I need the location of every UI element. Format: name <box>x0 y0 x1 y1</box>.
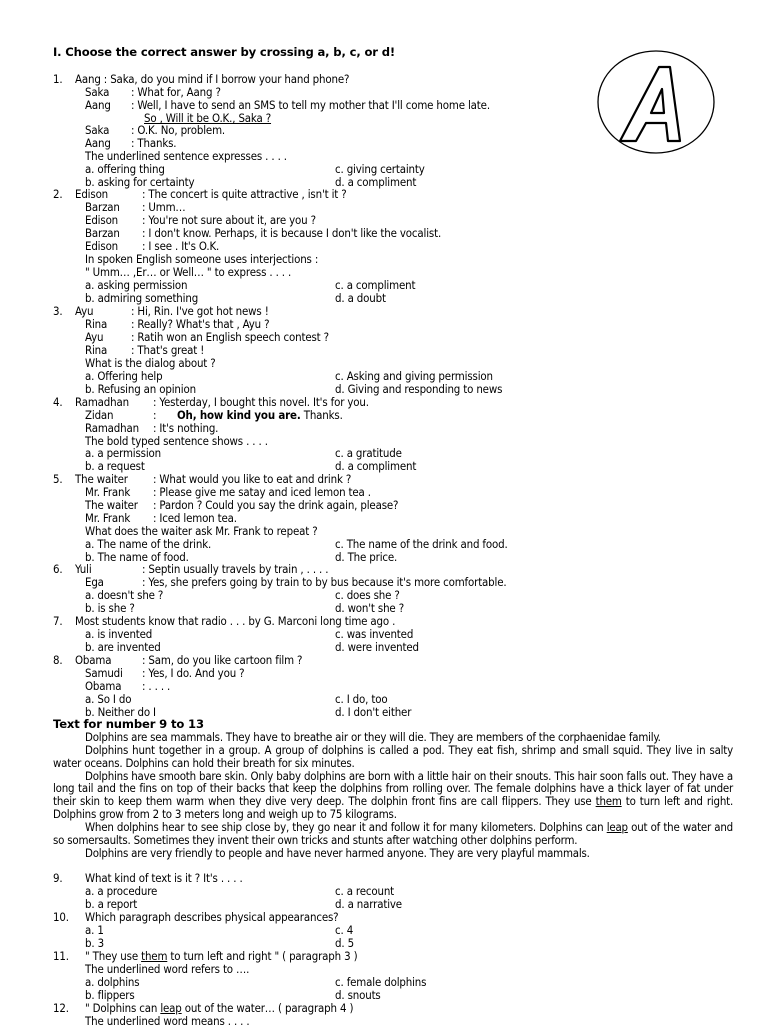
q3-speaker: Rina <box>85 317 108 331</box>
q3-text: : That's great ! <box>131 343 205 357</box>
q5-text: : What would you like to eat and drink ? <box>153 472 352 486</box>
q5-text: : Please give me satay and iced lemon tea . <box>153 485 371 499</box>
q9-option-d[interactable]: d. a narrative <box>335 897 402 911</box>
q4-option-a[interactable]: a. a permission <box>85 446 162 460</box>
q6-option-b[interactable]: b. is she ? <box>85 601 135 615</box>
q11-quote: " They use <box>85 949 142 963</box>
q2-prompt: " Umm… ,Er… or Well… " to express . . . . <box>85 265 292 279</box>
q2-option-d[interactable]: d. a doubt <box>335 291 386 305</box>
q2-speaker: Edison <box>85 213 119 227</box>
q3-option-b[interactable]: b. Refusing an opinion <box>85 382 196 396</box>
q4-speaker: Ramadhan <box>85 421 139 435</box>
q3-option-c[interactable]: c. Asking and giving permission <box>335 369 493 383</box>
section-heading: I. Choose the correct answer by crossing a, b, c, or d! <box>53 45 396 59</box>
q4-text <box>177 409 343 422</box>
q5-speaker: The waiter <box>75 472 128 486</box>
q7-number: 7. <box>53 614 63 628</box>
q8-option-d[interactable]: d. I don't either <box>335 705 412 719</box>
q1-text: : Well, I have to send an SMS to tell my mother that I'll come home late. <box>131 98 490 112</box>
q6-option-a[interactable]: a. doesn't she ? <box>85 588 164 602</box>
reading-title: Text for number 9 to 13 <box>53 717 204 731</box>
q1-text: : O.K. No, problem. <box>131 123 226 137</box>
q12-number: 12. <box>53 1001 69 1015</box>
q3-speaker: Ayu <box>75 304 94 318</box>
q2-text: : I see . It's O.K. <box>142 239 220 253</box>
q10-option-c[interactable]: c. 4 <box>335 923 354 937</box>
q2-speaker: Barzan <box>85 200 120 214</box>
q12-prompt: The underlined word means . . . . <box>85 1014 250 1028</box>
q4-text-rest: Thanks. <box>300 408 343 422</box>
q6-option-c[interactable]: c. does she ? <box>335 588 400 602</box>
q2-prompt: In spoken English someone uses interjections : <box>85 252 319 266</box>
q3-speaker: Rina <box>85 343 108 357</box>
q4-colon: : <box>153 408 157 422</box>
q2-text: : Umm… <box>142 200 186 214</box>
q2-text: : You're not sure about it, are you ? <box>142 213 316 227</box>
q4-option-d[interactable]: d. a compliment <box>335 459 417 473</box>
q1-prompt: The underlined sentence expresses . . . . <box>85 149 287 163</box>
q11-number: 11. <box>53 949 69 963</box>
q10-question: Which paragraph describes physical appearances? <box>85 910 339 924</box>
q2-option-b[interactable]: b. admiring something <box>85 291 199 305</box>
q11-quote: to turn left and right " ( paragraph 3 ) <box>167 949 358 963</box>
q5-option-c[interactable]: c. The name of the drink and food. <box>335 537 508 551</box>
q5-speaker: The waiter <box>85 498 138 512</box>
q1-option-d[interactable]: d. a compliment <box>335 175 417 189</box>
q3-text: : Ratih won an English speech contest ? <box>131 330 329 344</box>
q7-option-d[interactable]: d. were invented <box>335 640 419 654</box>
q4-speaker: Ramadhan <box>75 395 129 409</box>
q1-text: : What for, Aang ? <box>131 85 221 99</box>
q2-speaker: Barzan <box>85 226 120 240</box>
q5-text: : Iced lemon tea. <box>153 511 237 525</box>
q8-text: : Sam, do you like cartoon film ? <box>142 653 303 667</box>
paragraph-3-text: to turn left and right. Dolphins grow from 2 to 3 meters long and weigh up to 75 kilograms. <box>53 794 734 822</box>
paragraph-3 <box>53 770 733 821</box>
q1-text: : Thanks. <box>131 136 177 150</box>
q10-option-d[interactable]: d. 5 <box>335 936 354 950</box>
reading-passage <box>53 731 733 859</box>
q4-prompt: The bold typed sentence shows . . . . <box>85 434 268 448</box>
q9-number: 9. <box>53 871 63 885</box>
q3-prompt: What is the dialog about ? <box>85 356 216 370</box>
q8-option-a[interactable]: a. So I do <box>85 692 132 706</box>
q3-text: : Hi, Rin. I've got hot news ! <box>131 304 269 318</box>
q8-speaker: Obama <box>75 653 112 667</box>
q2-text: : I don't know. Perhaps, it is because I don't like the vocalist. <box>142 226 442 240</box>
q2-text: : The concert is quite attractive , isn't it ? <box>142 187 347 201</box>
q6-option-d[interactable]: d. won't she ? <box>335 601 404 615</box>
q9-option-b[interactable]: b. a report <box>85 897 138 911</box>
q9-question: What kind of text is it ? It's . . . . <box>85 871 243 885</box>
q4-text: : It's nothing. <box>153 421 219 435</box>
underlined-word-them: them <box>595 794 622 809</box>
q5-option-b[interactable]: b. The name of food. <box>85 550 189 564</box>
q10-option-b[interactable]: b. 3 <box>85 936 104 950</box>
q1-line1: Aang : Saka, do you mind if I borrow your hand phone? <box>75 72 350 86</box>
q1-speaker: Aang <box>85 98 111 112</box>
q3-number: 3. <box>53 304 63 318</box>
paragraph-2: Dolphins hunt together in a group. A group of dolphins is called a pod. They eat fish, shrimp and small squid. They live in salty water oceans. Dolphins can hold their breath for six minutes. <box>53 742 733 770</box>
q10-number: 10. <box>53 910 69 924</box>
paragraph-4 <box>53 821 733 847</box>
q11-option-c[interactable]: c. female dolphins <box>335 975 427 989</box>
q1-option-c[interactable]: c. giving certainty <box>335 162 425 176</box>
q5-speaker: Mr. Frank <box>85 511 131 525</box>
q2-speaker: Edison <box>85 239 119 253</box>
q11-option-a[interactable]: a. dolphins <box>85 975 140 989</box>
q6-speaker: Ega <box>85 575 104 589</box>
q1-underlined-sentence: So , Will it be O.K., Saka ? <box>144 111 272 125</box>
q9-option-c[interactable]: c. a recount <box>335 884 395 898</box>
q4-option-c[interactable]: c. a gratitude <box>335 446 402 460</box>
q5-speaker: Mr. Frank <box>85 485 131 499</box>
q6-number: 6. <box>53 562 63 576</box>
q6-speaker: Yuli <box>75 562 92 576</box>
q8-number: 8. <box>53 653 63 667</box>
q5-number: 5. <box>53 472 63 486</box>
q12-quote: " Dolphins can <box>85 1001 161 1015</box>
q3-text: : Really? What's that , Ayu ? <box>131 317 270 331</box>
q11-question <box>85 950 357 963</box>
q4-option-b[interactable]: b. a request <box>85 459 145 473</box>
underlined-word-leap: leap <box>606 819 628 834</box>
q1-option-b[interactable]: b. asking for certainty <box>85 175 195 189</box>
q7-option-b[interactable]: b. are invented <box>85 640 161 654</box>
q5-option-d[interactable]: d. The price. <box>335 550 398 564</box>
q2-option-a[interactable]: a. asking permission <box>85 278 188 292</box>
q2-option-c[interactable]: c. a compliment <box>335 278 416 292</box>
q7-option-a[interactable]: a. is invented <box>85 627 153 641</box>
q1-speaker: Saka <box>85 123 110 137</box>
q12-question <box>85 1002 353 1015</box>
q8-option-c[interactable]: c. I do, too <box>335 692 388 706</box>
q2-speaker: Edison <box>75 187 109 201</box>
q1-speaker: Aang <box>85 136 111 150</box>
paragraph-1: Dolphins are sea mammals. They have to breathe air or they will die. They are members of the corphaenidae family. <box>85 730 661 744</box>
q7-option-c[interactable]: c. was invented <box>335 627 414 641</box>
q5-prompt: What does the waiter ask Mr. Frank to repeat ? <box>85 524 318 538</box>
q12-underlined-word: leap <box>160 1001 182 1015</box>
q5-text: : Pardon ? Could you say the drink again, please? <box>153 498 399 512</box>
q4-text: : Yesterday, I bought this novel. It's for you. <box>153 395 369 409</box>
paragraph-4-text: When dolphins hear to see ship close by, they go near it and follow it for many kilometers. Dolphins can <box>85 819 607 834</box>
q3-option-a[interactable]: a. Offering help <box>85 369 163 383</box>
q6-text: : Yes, she prefers going by train to by bus because it's more comfortable. <box>142 575 507 589</box>
q10-option-a[interactable]: a. 1 <box>85 923 104 937</box>
paragraph-3-text: Dolphins have smooth bare skin. Only baby dolphins are born with a little hair on their snouts. This hair soon falls out. They have a long tail and the fins on top of their backs that keep the dolphins from rolling over. The female dolphins have a thick layer of fat under their skin to keep them warm when they dive very deep. The dolphin front fins are call flippers. They use <box>53 768 733 809</box>
q8-speaker: Samudi <box>85 666 123 680</box>
q5-option-a[interactable]: a. The name of the drink. <box>85 537 212 551</box>
q11-option-b[interactable]: b. flippers <box>85 988 135 1002</box>
q8-option-b[interactable]: b. Neither do I <box>85 705 156 719</box>
q3-speaker: Ayu <box>85 330 104 344</box>
q1-option-a[interactable]: a. offering thing <box>85 162 165 176</box>
q6-text: : Septin usually travels by train , . . . . <box>142 562 329 576</box>
paragraph-5: Dolphins are very friendly to people and have never harmed anyone. They are very playful mammals. <box>85 845 590 860</box>
q8-text: : Yes, I do. And you ? <box>142 666 245 680</box>
q12-quote: out of the water… ( paragraph 4 ) <box>181 1001 354 1015</box>
q8-speaker: Obama <box>85 679 122 693</box>
q1-speaker: Saka <box>85 85 110 99</box>
q11-underlined-word: them <box>141 949 168 963</box>
q4-bold-sentence: Oh, how kind you are. <box>177 408 301 422</box>
q4-number: 4. <box>53 395 63 409</box>
q8-text: : . . . . <box>142 679 171 693</box>
q9-option-a[interactable]: a. a procedure <box>85 884 158 898</box>
letter-a-logo <box>596 49 718 158</box>
q1-number: 1. <box>53 72 63 86</box>
q11-option-d[interactable]: d. snouts <box>335 988 381 1002</box>
q11-prompt: The underlined word refers to …. <box>85 962 250 976</box>
q4-speaker: Zidan <box>85 408 114 422</box>
q3-option-d[interactable]: d. Giving and responding to news <box>335 382 503 396</box>
q7-question: Most students know that radio . . . by G. Marconi long time ago . <box>75 614 396 628</box>
q2-number: 2. <box>53 187 63 201</box>
paragraph-4-text: out of the water and so somersaults. Sometimes they invent their own tricks and stunts after watching other dolphins perform. <box>53 819 733 847</box>
